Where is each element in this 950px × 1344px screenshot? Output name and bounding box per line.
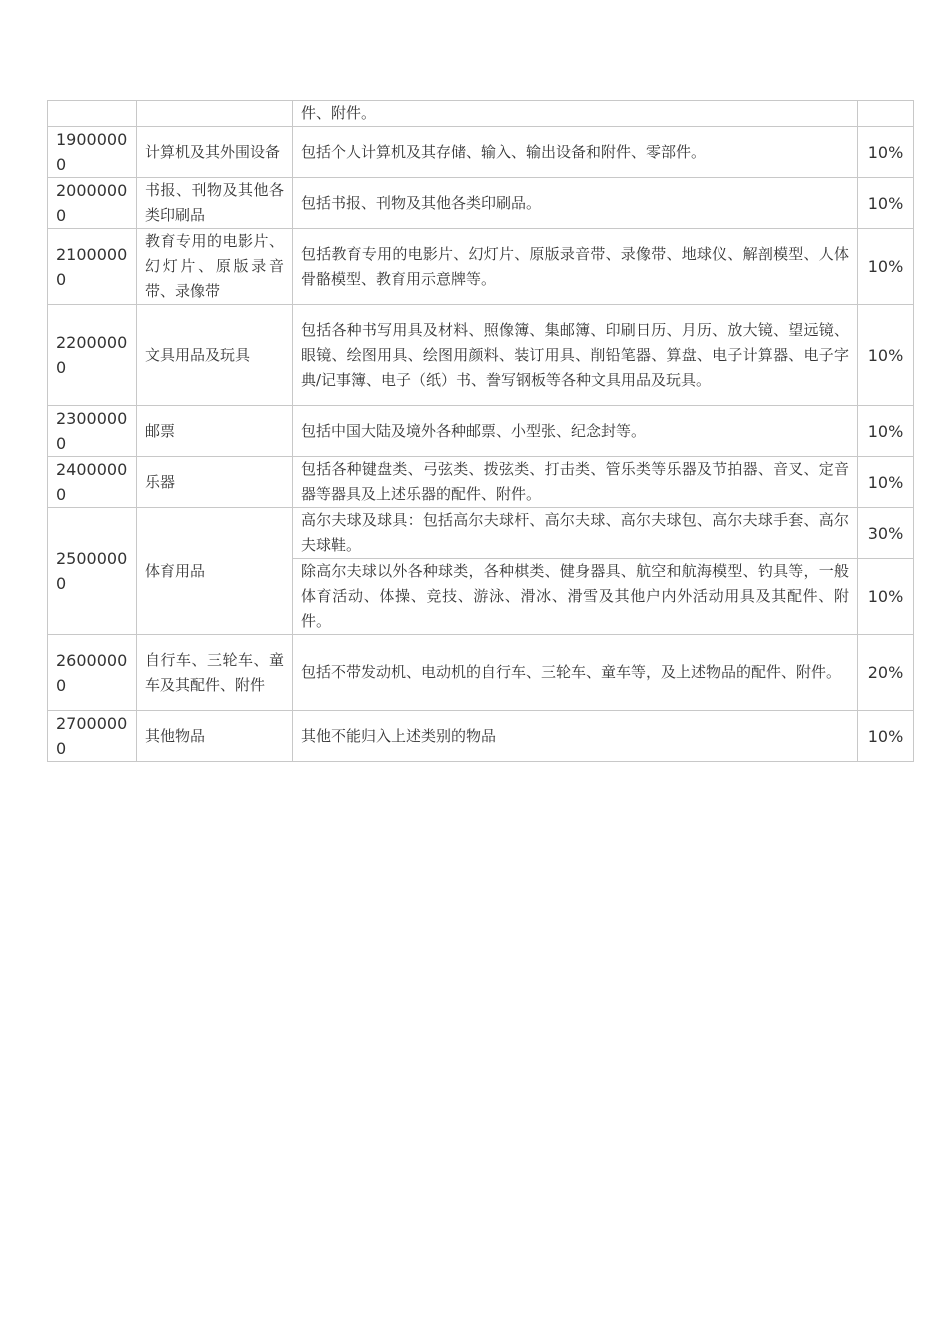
item-code: 20000000 [48,178,137,229]
tax-rate: 10% [858,559,914,635]
item-name: 计算机及其外围设备 [137,127,293,178]
item-code: 26000000 [48,635,137,711]
item-code: 24000000 [48,457,137,508]
item-description: 高尔夫球及球具：包括高尔夫球杆、高尔夫球、高尔夫球包、高尔夫球手套、高尔夫球鞋。 [293,508,858,559]
table-row [48,305,914,406]
item-name: 乐器 [137,457,293,508]
item-code: 25000000 [48,508,137,635]
item-code: 22000000 [48,305,137,406]
item-description: 包括中国大陆及境外各种邮票、小型张、纪念封等。 [293,406,858,457]
item-code: 27000000 [48,711,137,762]
item-code: 19000000 [48,127,137,178]
tax-rate: 10% [858,305,914,406]
item-code [48,101,137,127]
table-row [48,635,914,711]
table-row [48,229,914,305]
table-row [48,457,914,508]
tax-rate: 30% [858,508,914,559]
tax-rate: 10% [858,229,914,305]
item-description: 其他不能归入上述类别的物品 [293,711,858,762]
item-description: 包括个人计算机及其存储、输入、输出设备和附件、零部件。 [293,127,858,178]
table-row [48,406,914,457]
tax-rate: 10% [858,457,914,508]
tax-rate: 10% [858,127,914,178]
table-row-sports-golf [48,508,914,559]
item-description: 包括书报、刊物及其他各类印刷品。 [293,178,858,229]
item-name [137,101,293,127]
item-name: 教育专用的电影片、幻灯片、原版录音带、录像带 [137,229,293,305]
tariff-table [47,100,914,762]
item-name: 其他物品 [137,711,293,762]
item-name: 书报、刊物及其他各类印刷品 [137,178,293,229]
table-row [48,711,914,762]
item-description: 包括各种键盘类、弓弦类、拨弦类、打击类、管乐类等乐器及节拍器、音叉、定音器等器具及上述乐器的配件、附件。 [293,457,858,508]
table-row [48,127,914,178]
item-name: 自行车、三轮车、童车及其配件、附件 [137,635,293,711]
tax-rate: 10% [858,406,914,457]
table-row-continuation [48,101,914,127]
table-row [48,178,914,229]
tax-rate [858,101,914,127]
tax-rate: 20% [858,635,914,711]
item-description: 除高尔夫球以外各种球类，各种棋类、健身器具、航空和航海模型、钓具等，一般体育活动、体操、竞技、游泳、滑冰、滑雪及其他户内外活动用具及其配件、附件。 [293,559,858,635]
item-description: 包括不带发动机、电动机的自行车、三轮车、童车等，及上述物品的配件、附件。 [293,635,858,711]
tax-rate: 10% [858,711,914,762]
item-name: 体育用品 [137,508,293,635]
item-name: 文具用品及玩具 [137,305,293,406]
item-description: 包括各种书写用具及材料、照像簿、集邮簿、印刷日历、月历、放大镜、望远镜、眼镜、绘图用具、绘图用颜料、装订用具、削铅笔器、算盘、电子计算器、电子字典/记事簿、电子（纸）书、誊写钢板等各种文具用品及玩具。 [293,305,858,406]
tax-rate: 10% [858,178,914,229]
item-description: 包括教育专用的电影片、幻灯片、原版录音带、录像带、地球仪、解剖模型、人体骨骼模型、教育用示意牌等。 [293,229,858,305]
item-description: 件、附件。 [293,101,858,127]
item-code: 23000000 [48,406,137,457]
item-code: 21000000 [48,229,137,305]
item-name: 邮票 [137,406,293,457]
